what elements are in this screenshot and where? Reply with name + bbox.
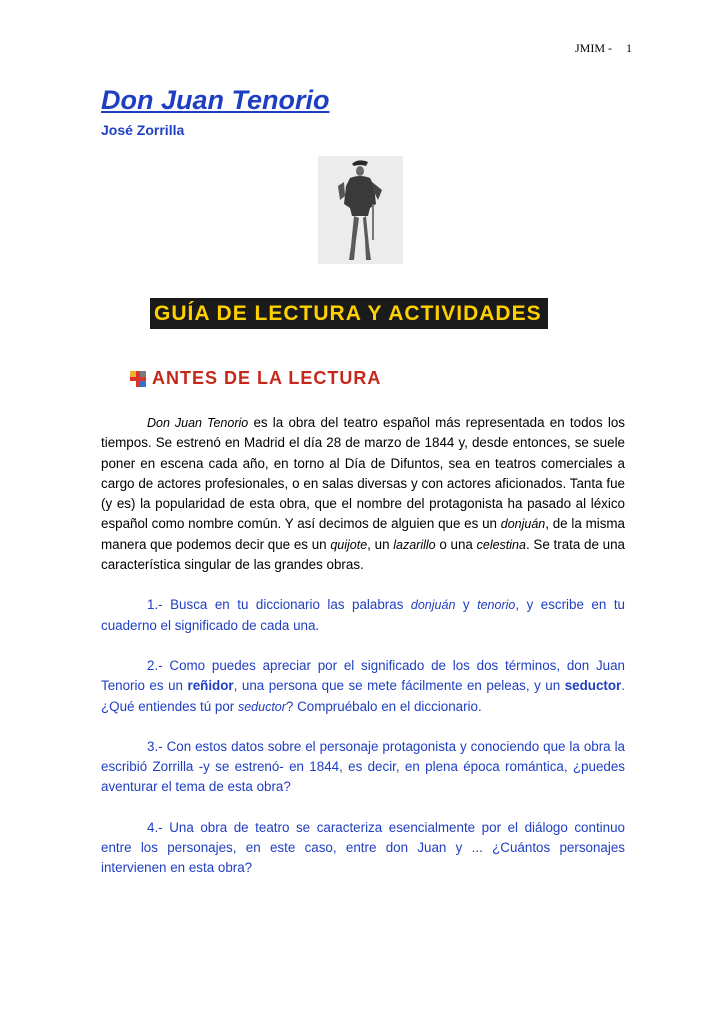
section-title: ANTES DE LA LECTURA — [152, 368, 382, 388]
intro-paragraph — [101, 413, 625, 575]
intro-term: celestina — [476, 537, 526, 552]
page-number: 1 — [626, 41, 632, 55]
author-name: José Zorrilla — [101, 122, 185, 138]
question-4: 4.- Una obra de teatro se caracteriza esencialmente por el diálogo continuo entre los personajes, en este caso, entre don Juan y ... ¿Cuántos personajes intervienen en esta obra? — [101, 819, 625, 876]
question-term: tenorio — [477, 598, 516, 613]
bullet-icon — [130, 371, 146, 387]
question-text: y — [455, 597, 478, 613]
question-text: 1.- Busca en tu diccionario las palabras — [147, 597, 411, 613]
intro-term: quijote — [330, 537, 368, 552]
intro-text: , de la misma manera que podemos decir que es un — [101, 516, 625, 552]
question-text: . ¿Qué entiendes tú por — [101, 678, 625, 714]
page-header — [575, 41, 632, 56]
document-body — [101, 413, 625, 879]
document-title: Don Juan Tenorio — [101, 85, 330, 115]
question-text: ? Compruébalo en el diccionario. — [285, 698, 482, 714]
question-term: seductor — [237, 699, 286, 714]
intro-text: o una — [435, 536, 477, 552]
work-title: Don Juan Tenorio — [147, 416, 249, 430]
question-text: , una persona que se mete fácilmente en peleas, y un — [233, 678, 565, 694]
question-3: 3.- Con estos datos sobre el personaje protagonista y conociendo que la obra la escribió Zorrilla -y se estrenó- en 1844, es decir, en plena época romántica, ¿puedes aventurar el tema de esta obra? — [101, 738, 625, 795]
question-text: , y escribe en tu cuaderno el significado de cada una. — [101, 597, 625, 633]
intro-text: . Se trata de una característica singular de las grandes obras. — [101, 536, 626, 573]
question-bold-term: reñidor — [187, 678, 234, 694]
guide-heading: GUÍA DE LECTURA Y ACTIVIDADES — [150, 298, 548, 329]
question-2 — [101, 656, 625, 717]
intro-term: donjuán — [500, 517, 546, 532]
don-juan-illustration — [318, 156, 403, 264]
question-1 — [101, 595, 625, 636]
question-term: donjuán — [410, 598, 456, 613]
intro-text: es la obra del teatro español más representada en todos los tiempos. Se estrenó en Madrid el día 28 de marzo de 1844 y, desde entonces, se suele poner en escena cada año, en torno al Día de Difuntos, sea en teatros comerciales a cargo de actores profesionales, o en salas diversas y con actores aficionados. Tanta fue (y es) la popularidad de esta obra, que el nombre del protagonista ha pasado al léxico español como nombre común. Y así decimos de alguien que es un — [101, 415, 625, 532]
question-bold-term: seductor — [564, 678, 622, 694]
header-label: JMIM - — [574, 41, 612, 55]
intro-term: lazarillo — [393, 537, 436, 552]
question-text: 2.- Como puedes apreciar por el significado de los dos términos, don Juan Tenorio es un — [101, 657, 625, 694]
intro-text: , un — [367, 536, 394, 552]
section-heading — [130, 368, 381, 389]
